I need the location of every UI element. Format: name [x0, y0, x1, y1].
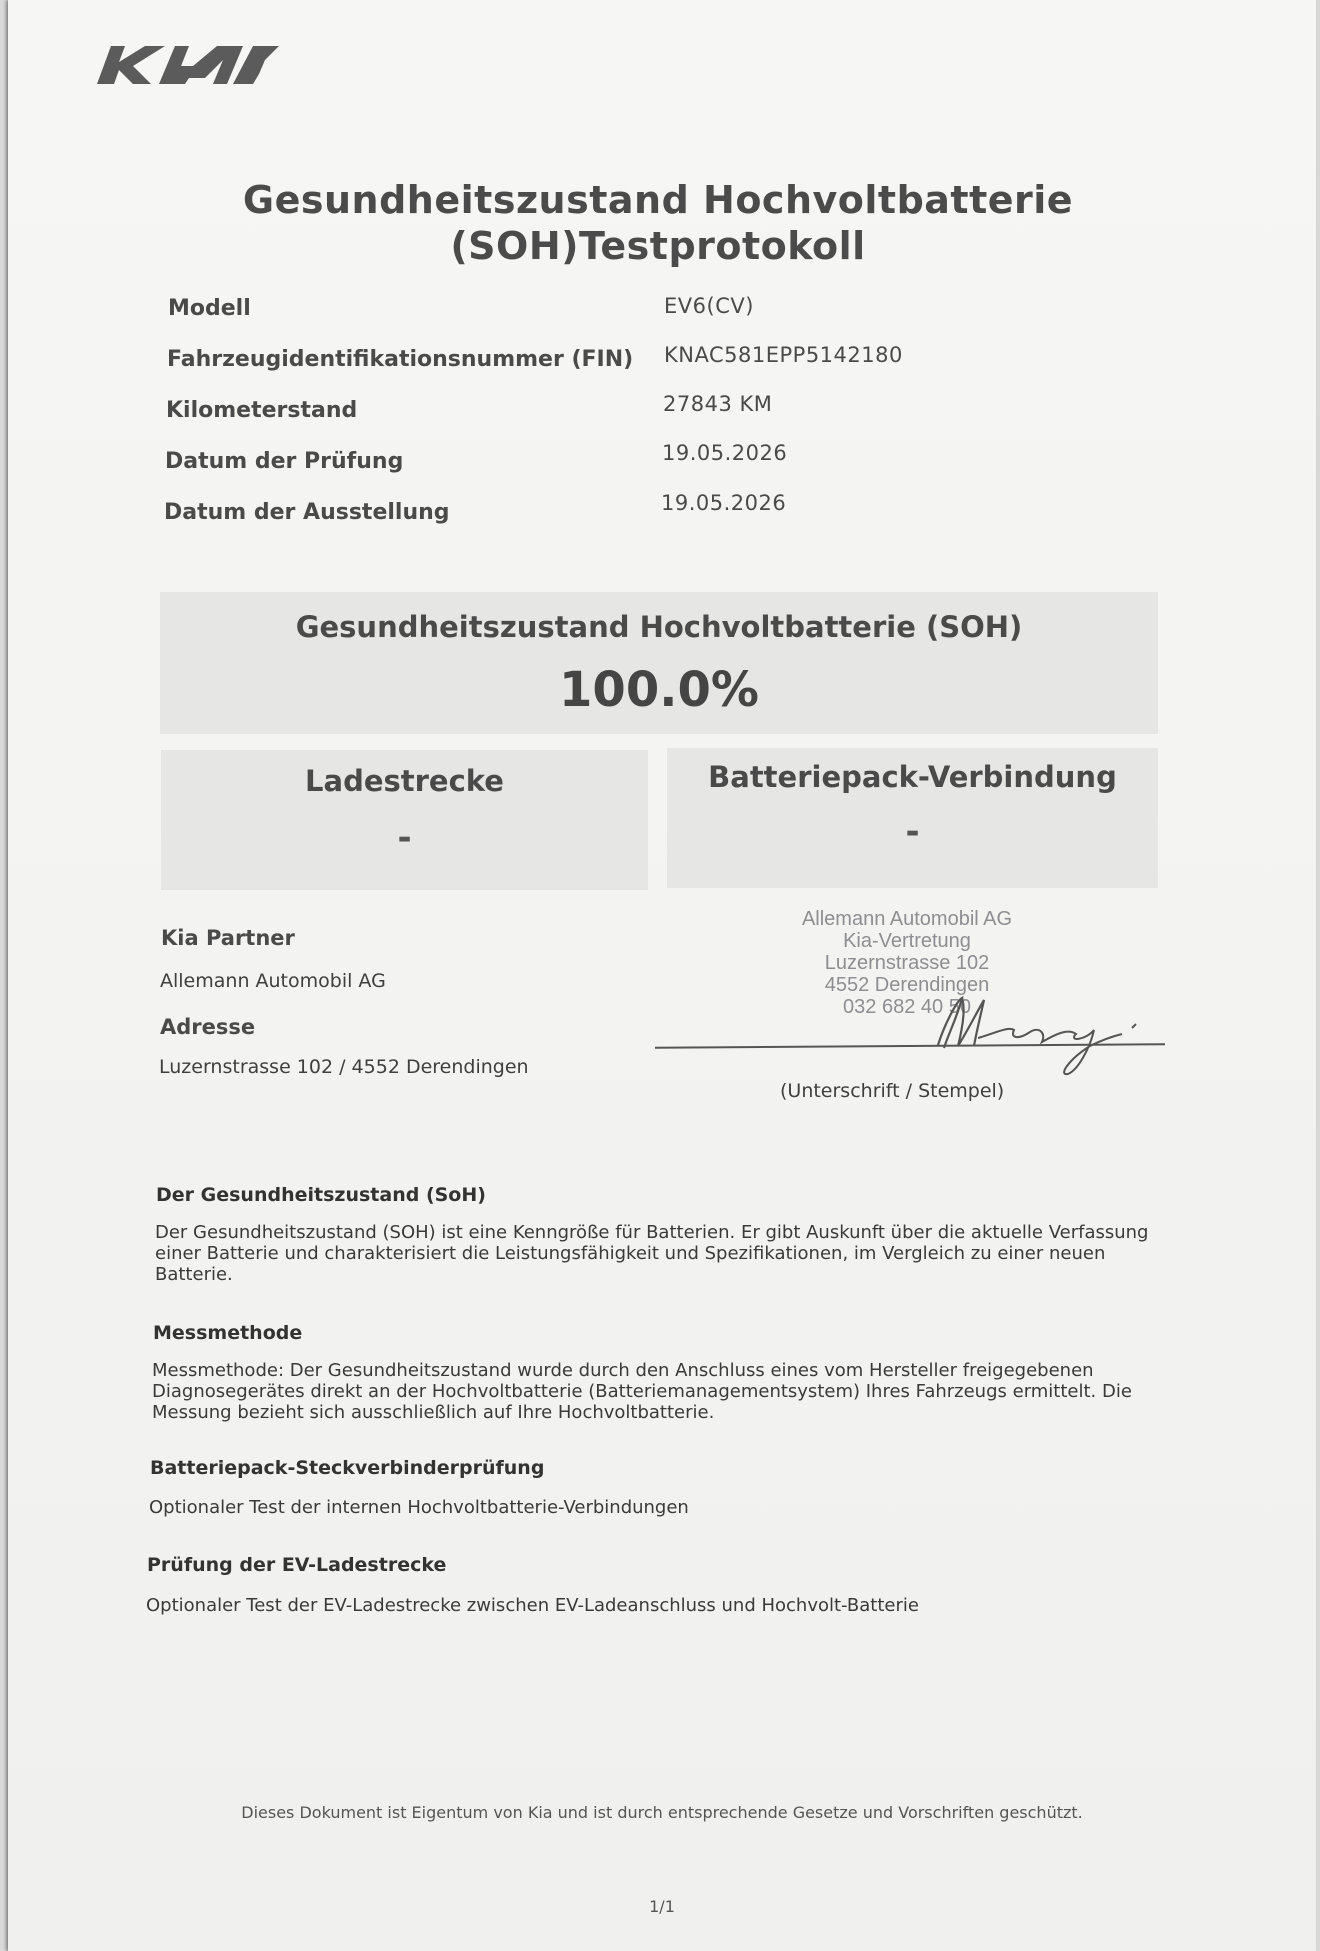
section-heading-connector-test: Batteriepack-Steckverbinderprüfung	[150, 1457, 545, 1479]
mileage-label: Kilometerstand	[166, 398, 358, 423]
page-number: 1/1	[649, 1897, 675, 1916]
stamp-line-3: Luzernstrasse 102	[824, 952, 990, 974]
mileage-value: 27843 KM	[663, 392, 773, 416]
charging-path-title: Ladestrecke	[305, 764, 504, 798]
document-title-line1: Gesundheitszustand Hochvoltbatterie	[242, 178, 1074, 222]
soh-panel	[160, 592, 1158, 734]
document-page	[8, 0, 1316, 1951]
signature-caption: (Unterschrift / Stempel)	[780, 1080, 1005, 1102]
vin-value: KNAC581EPP5142180	[664, 343, 903, 367]
soh-title: Gesundheitszustand Hochvoltbatterie (SOH)	[295, 610, 1023, 644]
issue-date-label: Datum der Ausstellung	[164, 500, 450, 525]
stamp-line-5: 032 682 40 50	[843, 996, 971, 1018]
section-text-connector-test: Optionaler Test der internen Hochvoltbatterie-Verbindungen	[149, 1497, 689, 1518]
section-heading-charging-test: Prüfung der EV-Ladestrecke	[147, 1554, 447, 1576]
address-label: Adresse	[160, 1015, 256, 1039]
soh-value: 100.0%	[559, 662, 759, 718]
section-heading-method: Messmethode	[153, 1322, 303, 1344]
vin-label: Fahrzeugidentifikationsnummer (FIN)	[167, 347, 634, 372]
document-title-line2: (SOH)Testprotokoll	[450, 224, 866, 268]
model-value: EV6(CV)	[664, 294, 754, 318]
charging-path-value: -	[397, 818, 412, 858]
pack-connection-value: -	[905, 812, 920, 852]
pack-connection-panel	[667, 748, 1158, 888]
charging-path-panel	[161, 750, 648, 890]
model-label: Modell	[168, 296, 251, 321]
section-heading-soh: Der Gesundheitszustand (SoH)	[156, 1184, 486, 1206]
section-text-charging-test: Optionaler Test der EV-Ladestrecke zwischen EV-Ladeanschluss und Hochvolt-Batterie	[146, 1595, 919, 1616]
handwritten-signature-icon	[918, 990, 1178, 1080]
footer-notice: Dieses Dokument ist Eigentum von Kia und ist durch entsprechende Gesetze und Vorschriften geschützt.	[241, 1803, 1083, 1822]
section-text-method: Messmethode: Der Gesundheitszustand wurde durch den Anschluss eines vom Hersteller freigegebenen Diagnosegerätes direkt an der Hochvoltbatterie (Batteriemanagementsystem) Ihres Fahrzeugs ermittelt. Die Messung bezieht sich ausschließlich auf Ihre Hochvoltbatterie.	[152, 1360, 1132, 1423]
issue-date-value: 19.05.2026	[661, 491, 787, 515]
stamp-line-4: 4552 Derendingen	[824, 974, 990, 996]
partner-label: Kia Partner	[161, 926, 295, 950]
section-text-soh: Der Gesundheitszustand (SOH) ist eine Kenngröße für Batterien. Er gibt Auskunft über die aktuelle Verfassung einer Batterie und charakterisiert die Leistungsfähigkeit und Spezifikationen, im Vergleich zu einer neuen Batterie.	[155, 1222, 1149, 1285]
stamp-line-1: Allemann Automobil AG	[801, 908, 1013, 930]
pack-connection-title: Batteriepack-Verbindung	[708, 760, 1117, 794]
stamp-line-2: Kia-Vertretung	[843, 930, 971, 952]
test-date-label: Datum der Prüfung	[165, 449, 404, 474]
kia-logo-icon	[93, 40, 283, 88]
partner-address: Luzernstrasse 102 / 4552 Derendingen	[159, 1056, 529, 1078]
test-date-value: 19.05.2026	[662, 441, 788, 465]
partner-name: Allemann Automobil AG	[160, 970, 386, 992]
